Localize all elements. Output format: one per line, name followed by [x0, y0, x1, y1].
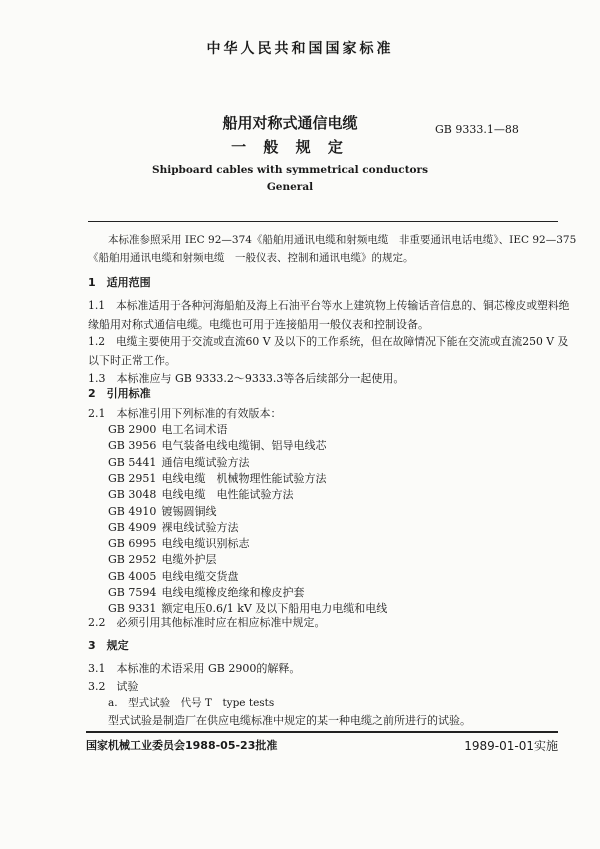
section1-heading: 1 适用范围: [88, 276, 151, 289]
clause-1-1-line1: 1.1 本标准适用于各种河海船舶及海上石油平台等水上建筑物上传输话音信息的、铜芯橡皮或塑料绝: [88, 299, 570, 312]
clause-1-2-line1: 1.2 电缆主要使用于交流或直流60 V 及以下的工作系统，但在故障情况下能在交流或直流250 V 及: [88, 335, 569, 348]
approval-date: 国家机械工业委员会1988-05-23批准: [86, 739, 278, 752]
standard-number: GB 9333.1—88: [435, 123, 519, 136]
reference-code: GB 9331: [108, 602, 157, 616]
reference-title: 电线电缆橡皮绝缘和橡皮护套: [161, 586, 305, 599]
title-en-line1: Shipboard cables with symmetrical conductors: [152, 164, 428, 176]
reference-code: GB 5441: [108, 455, 157, 469]
reference-code: GB 3048: [108, 488, 157, 502]
reference-code: GB 2952: [108, 553, 157, 567]
intro-line1: 本标准参照采用 IEC 92—374《船舶用通讯电缆和射频电缆 非重要通讯电话电缆》、IEC 92—375: [108, 234, 577, 246]
title-cn-line2: 一 般 规 定: [231, 138, 349, 156]
reference-item: [108, 568, 239, 584]
effective-date: 1989-01-01实施: [464, 739, 558, 753]
reference-title: 电缆外护层: [161, 553, 217, 567]
title-cn-line1: 船用对称式通信电缆: [222, 114, 358, 132]
reference-item: [108, 421, 228, 437]
clause-2-1: 2.1 本标准引用下列标准的有效版本：: [88, 407, 282, 420]
reference-code: GB 4910: [108, 504, 157, 518]
reference-code: GB 2951: [108, 471, 157, 485]
clause-1-2-line2: 以下时正常工作。: [88, 354, 176, 367]
clause-1-1-line2: 缘船用对称式通信电缆。电缆也可用于连接船用一般仪表和控制设备。: [88, 318, 429, 331]
footer-rule: [86, 731, 558, 733]
reference-title: 额定电压0.6/1 kV 及以下船用电力电缆和电线: [161, 602, 388, 616]
reference-item: [108, 486, 294, 502]
clause-1-3: 1.3 本标准应与 GB 9333.2～9333.3等各后续部分一起使用。: [88, 372, 405, 385]
reference-item: [108, 503, 217, 519]
reference-title: 裸电线试验方法: [161, 520, 239, 534]
reference-title: 电线电缆识别标志: [161, 537, 250, 551]
reference-item: [108, 551, 217, 567]
clause-3-2: 3.2 试验: [88, 680, 139, 693]
reference-code: GB 4909: [108, 520, 157, 534]
reference-title: 通信电缆试验方法: [161, 455, 250, 469]
title-en-line2: General: [266, 181, 314, 193]
reference-title: 电线电缆 机械物理性能试验方法: [161, 471, 327, 485]
header-rule: [88, 221, 558, 222]
reference-title: 电线电缆交货盘: [161, 569, 239, 583]
reference-item: [108, 470, 327, 486]
reference-code: GB 7594: [108, 586, 157, 599]
reference-code: GB 4005: [108, 569, 157, 583]
reference-code: GB 2900: [108, 423, 157, 436]
reference-item: [108, 519, 239, 535]
item-a-description: 型式试验是制造厂在供应电缆标准中规定的某一种电缆之前所进行的试验。: [108, 714, 471, 727]
reference-item: [108, 535, 250, 551]
country-standard-heading: 中华人民共和国国家标准: [206, 41, 394, 57]
section3-heading: 3 规定: [88, 639, 129, 652]
reference-item: [108, 437, 327, 453]
item-a: a. 型式试验 代号 T type tests: [108, 697, 275, 709]
reference-code: GB 6995: [108, 537, 157, 551]
clause-3-1: 3.1 本标准的术语采用 GB 2900的解释。: [88, 662, 301, 675]
reference-item: [108, 584, 305, 600]
reference-item: [108, 454, 250, 470]
reference-title: 电气装备电线电缆铜、铝导电线芯: [161, 439, 327, 453]
reference-title: 镀锡圆铜线: [161, 504, 217, 518]
intro-line2: 《船舶用通讯电缆和射频电缆 一般仪表、控制和通讯电缆》的规定。: [88, 252, 414, 264]
reference-title: 电工名词术语: [161, 423, 228, 436]
reference-title: 电线电缆 电性能试验方法: [161, 488, 294, 502]
reference-code: GB 3956: [108, 439, 157, 453]
section2-heading: 2 引用标准: [88, 387, 151, 400]
clause-2-2: 2.2 必须引用其他标准时应在相应标准中规定。: [88, 616, 326, 629]
